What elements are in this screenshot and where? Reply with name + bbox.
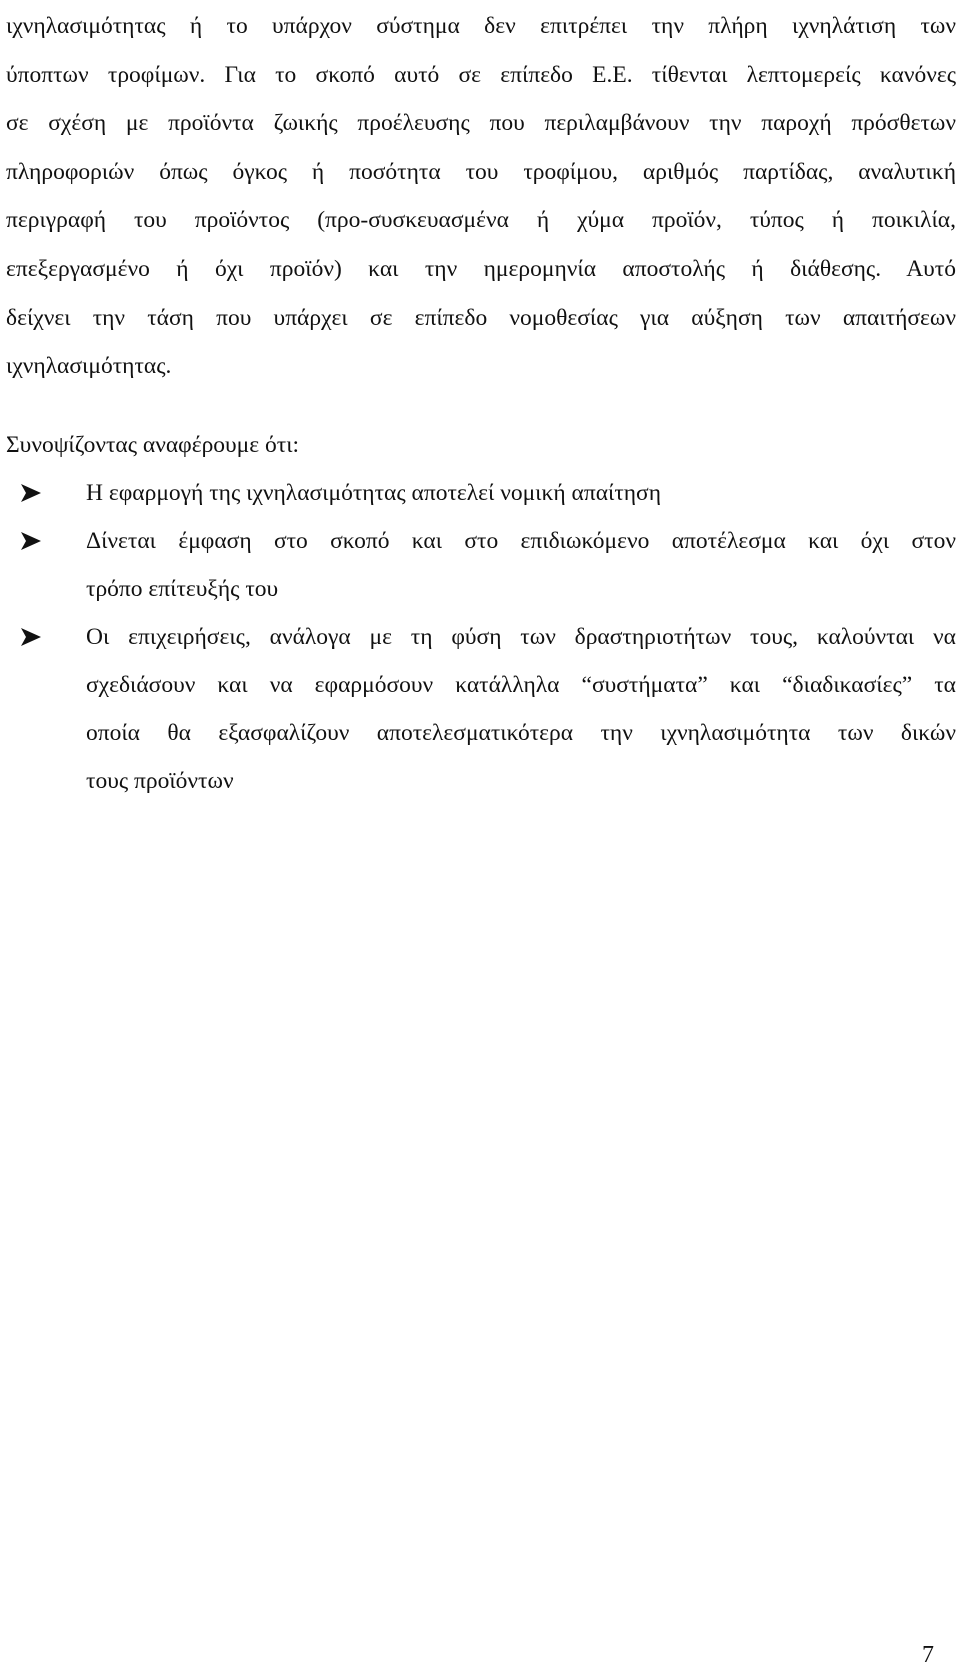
bullet-item: [0, 469, 960, 517]
bullet-line: τρόπο επίτευξής του: [86, 576, 279, 602]
paragraph-line: σε σχέση με προϊόντα ζωικής προέλευσης που περιλαμβάνουν την παροχή πρόσθετων: [6, 110, 956, 137]
bullet-line: Δίνεται έμφαση στο σκοπό και στο επιδιωκόμενο αποτέλεσμα και όχι στον: [86, 528, 956, 554]
paragraph-line: περιγραφή του προϊόντος (προ-συσκευασμένα ή χύμα προϊόν, τύπος ή ποικιλία,: [6, 207, 956, 234]
bullet-text: [86, 517, 956, 613]
bullet-line: τους προϊόντων: [86, 768, 234, 794]
paragraph-line: ιχνηλασιμότητας ή το υπάρχον σύστημα δεν επιτρέπει την πλήρη ιχνηλάτιση των: [6, 13, 956, 39]
bullet-text: [86, 613, 956, 805]
summary-bullet-list: [0, 469, 960, 805]
arrowhead-bullet-icon: [20, 531, 42, 551]
paragraph-line: επεξεργασμένο ή όχι προϊόν) και την ημερομηνία αποστολής ή διάθεσης. Αυτό: [6, 255, 956, 282]
bullet-item: [0, 517, 960, 613]
arrowhead-bullet-icon: [20, 483, 42, 503]
page-number: 7: [922, 1642, 934, 1668]
paragraph-line: ύποπτων τροφίμων. Για το σκοπό αυτό σε επίπεδο Ε.Ε. τίθενται λεπτομερείς κανόνες: [6, 61, 956, 88]
bullet-item: [0, 613, 960, 805]
bullet-line: σχεδιάσουν και να εφαρμόσουν κατάλληλα “συστήματα” και “διαδικασίες” τα: [86, 672, 956, 698]
body-paragraph: [6, 2, 956, 391]
paragraph-line: ιχνηλασιμότητας.: [6, 353, 172, 380]
bullet-line: Οι επιχειρήσεις, ανάλογα με τη φύση των δραστηριοτήτων τους, καλούνται να: [86, 624, 956, 650]
bullet-line: Η εφαρμογή της ιχνηλασιμότητας αποτελεί νομική απαίτηση: [86, 480, 662, 506]
paragraph-line: δείχνει την τάση που υπάρχει σε επίπεδο νομοθεσίας για αύξηση των απαιτήσεων: [6, 304, 956, 331]
bullet-line: οποία θα εξασφαλίζουν αποτελεσματικότερα την ιχνηλασιμότητα των δικών: [86, 720, 956, 746]
arrowhead-bullet-icon: [20, 627, 42, 647]
summary-intro: Συνοψίζοντας αναφέρουμε ότι:: [6, 432, 300, 458]
paragraph-line: πληροφοριών όπως όγκος ή ποσότητα του τροφίμου, αριθμός παρτίδας, αναλυτική: [6, 158, 956, 185]
bullet-text: [86, 469, 956, 517]
